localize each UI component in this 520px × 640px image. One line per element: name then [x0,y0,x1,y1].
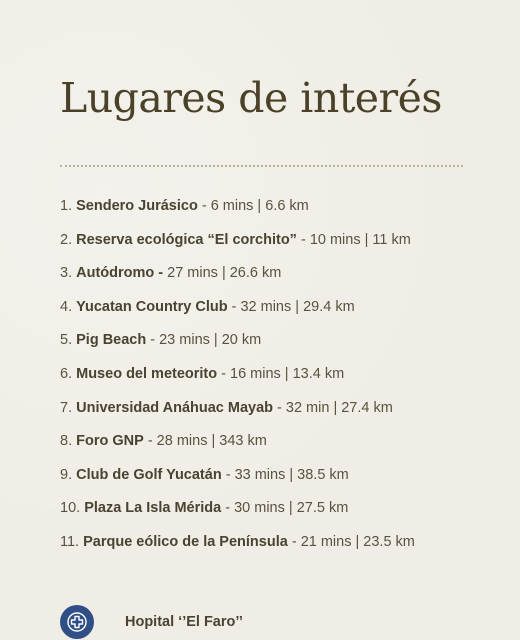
item-detail: 27 mins | 26.6 km [163,265,282,282]
hospital-row [60,604,243,640]
item-number: 2. [60,231,73,248]
item-number: 5. [60,332,73,349]
list-item [60,431,510,465]
item-number: 10. [60,500,81,517]
item-name: Plaza La Isla Mérida [84,500,222,517]
item-detail: - 21 mins | 23.5 km [287,533,415,550]
list-item [60,398,510,432]
item-detail: - 23 mins | 20 km [146,332,262,349]
item-name: Foro GNP [76,433,144,450]
item-detail: - 16 mins | 13.4 km [217,365,345,382]
item-name: Yucatan Country Club [76,298,228,315]
list-item [60,230,510,264]
item-detail: - 33 mins | 38.5 km [221,466,349,483]
item-name: Autódromo - [76,265,164,282]
item-number: 1. [60,198,73,214]
item-detail: - 30 mins | 27.5 km [221,500,349,517]
item-number: 3. [60,265,73,282]
list-item [60,465,510,499]
page-title: Lugares de interés [60,74,442,122]
item-detail: - 6 mins | 6.6 km [197,198,309,214]
item-name: Pig Beach [76,332,147,349]
item-name: Parque eólico de la Península [83,533,288,550]
list-item [60,498,510,532]
item-number: 11. [60,533,80,550]
item-number: 9. [60,466,73,483]
item-detail: - 32 mins | 29.4 km [227,298,355,315]
item-name: Museo del meteorito [76,365,218,382]
list-item [60,263,510,297]
hospital-label: Hopital ‘’El Faro’’ [125,614,243,630]
item-name: Sendero Jurásico [76,198,198,214]
list-item [60,330,510,364]
hospital-cross-icon [60,605,94,639]
item-name: Reserva ecológica “El corchito” [76,231,297,248]
item-name: Universidad Anáhuac Mayab [76,399,274,416]
item-detail: - 10 mins | 11 km [296,231,411,248]
list-item [60,364,510,398]
item-number: 4. [60,298,73,315]
item-number: 8. [60,433,73,450]
list-item [60,196,510,230]
item-number: 6. [60,365,73,382]
item-detail: - 32 min | 27.4 km [273,399,393,416]
places-list [60,196,510,566]
item-number: 7. [60,399,73,416]
item-name: Club de Golf Yucatán [76,466,222,483]
list-item [60,297,510,331]
list-item [60,532,510,566]
item-detail: - 28 mins | 343 km [143,433,267,450]
dotted-divider [60,165,463,167]
